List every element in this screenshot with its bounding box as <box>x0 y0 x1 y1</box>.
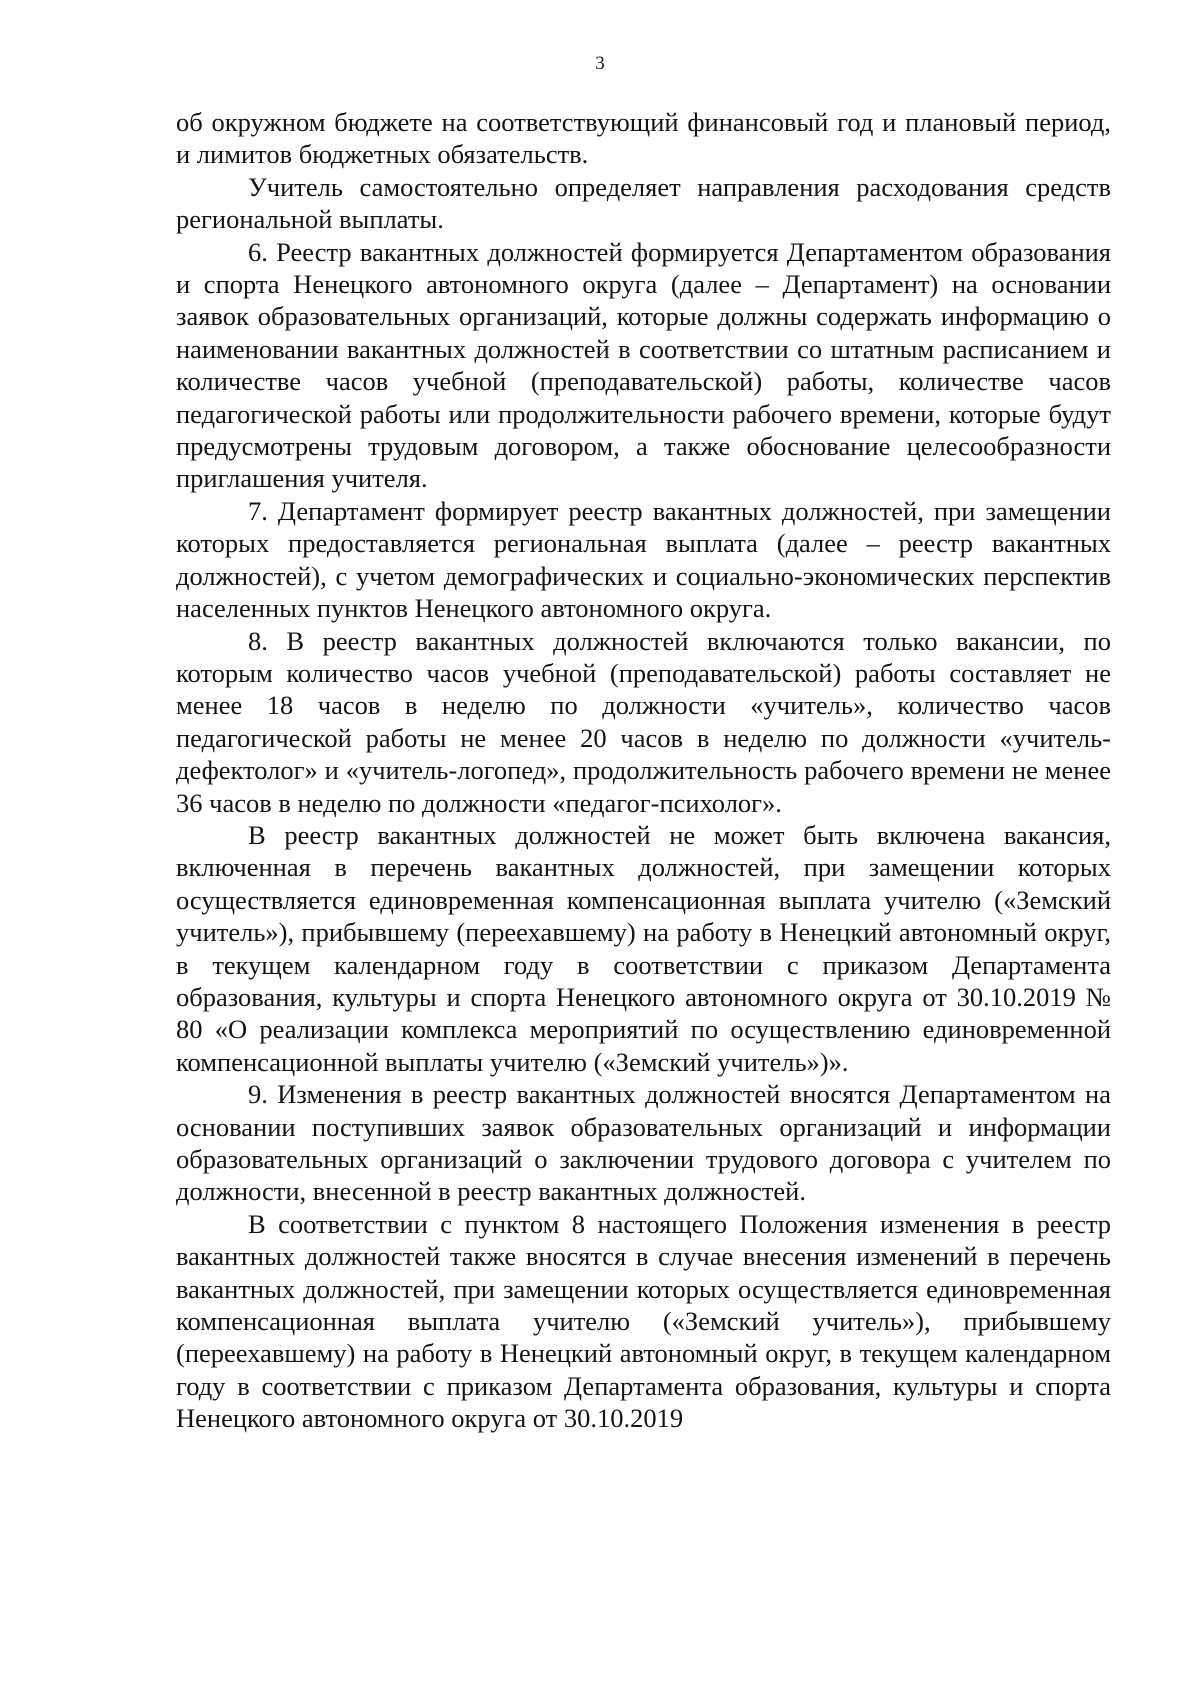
paragraph-clause-9-changes: В соответствии с пунктом 8 настоящего Положения изменения в реестр вакантных должностей также вносятся в случае внесения изменений в перечень вакантных должностей, при замещении которых осуществляется единовременная компенсационная выплата учителю («Земский учитель»), прибывшему (переехавшему) на работу в Ненецкий автономный округ, в текущем календарном году в соответствии с приказом Департамента образования, культуры и спорта Ненецкого автономного округа от 30.10.2019 <box>176 1208 1111 1434</box>
paragraph-clause-8-exclusion: В реестр вакантных должностей не может быть включена вакансия, включенная в перечень вакантных должностей, при замещении которых осуществляется единовременная компенсационная выплата учителю («Земский учитель»), прибывшему (переехавшему) на работу в Ненецкий автономный округ, в текущем календарном году в соответствии с приказом Департамента образования, культуры и спорта Ненецкого автономного округа от 30.10.2019 № 80 «О реализации комплекса мероприятий по осуществлению единовременной компенсационной выплаты учителю («Земский учитель»)». <box>176 819 1111 1077</box>
paragraph-continuation: об окружном бюджете на соответствующий финансовый год и плановый период, и лимитов бюджетных обязательств. <box>176 107 1111 170</box>
paragraph-clause-7: 7. Департамент формирует реестр вакантных должностей, при замещении которых предоставляется региональная выплата (далее – реестр вакантных должностей), с учетом демографических и социально-экономических перспектив населенных пунктов Ненецкого автономного округа. <box>176 495 1111 624</box>
paragraph-clause-6: 6. Реестр вакантных должностей формируется Департаментом образования и спорта Ненецкого автономного округа (далее – Департамент) на основании заявок образовательных организаций, которые должны содержать информацию о наименовании вакантных должностей в соответствии со штатным расписанием и количестве часов учебной (преподавательской) работы, количестве часов педагогической работы или продолжительности рабочего времени, которые будут предусмотрены трудовым договором, а также обоснование целесообразности приглашения учителя. <box>176 236 1111 494</box>
paragraph-clause-8: 8. В реестр вакантных должностей включаются только вакансии, по которым количество часов учебной (преподавательской) работы составляет не менее 18 часов в неделю по должности «учитель», количество часов педагогической работы не менее 20 часов в неделю по должности «учитель-дефектолог» и «учитель-логопед», продолжительность рабочего времени не менее 36 часов в неделю по должности «педагог-психолог». <box>176 625 1111 818</box>
document-body <box>176 106 1111 1435</box>
paragraph-clause-9: 9. Изменения в реестр вакантных должностей вносятся Департаментом на основании поступивших заявок образовательных организаций и информации образовательных организаций о заключении трудового договора с учителем по должности, внесенной в реестр вакантных должностей. <box>176 1079 1111 1207</box>
page-number: 3 <box>595 53 605 74</box>
paragraph-teacher-spending: Учитель самостоятельно определяет направления расходования средств региональной выплаты. <box>176 171 1111 235</box>
